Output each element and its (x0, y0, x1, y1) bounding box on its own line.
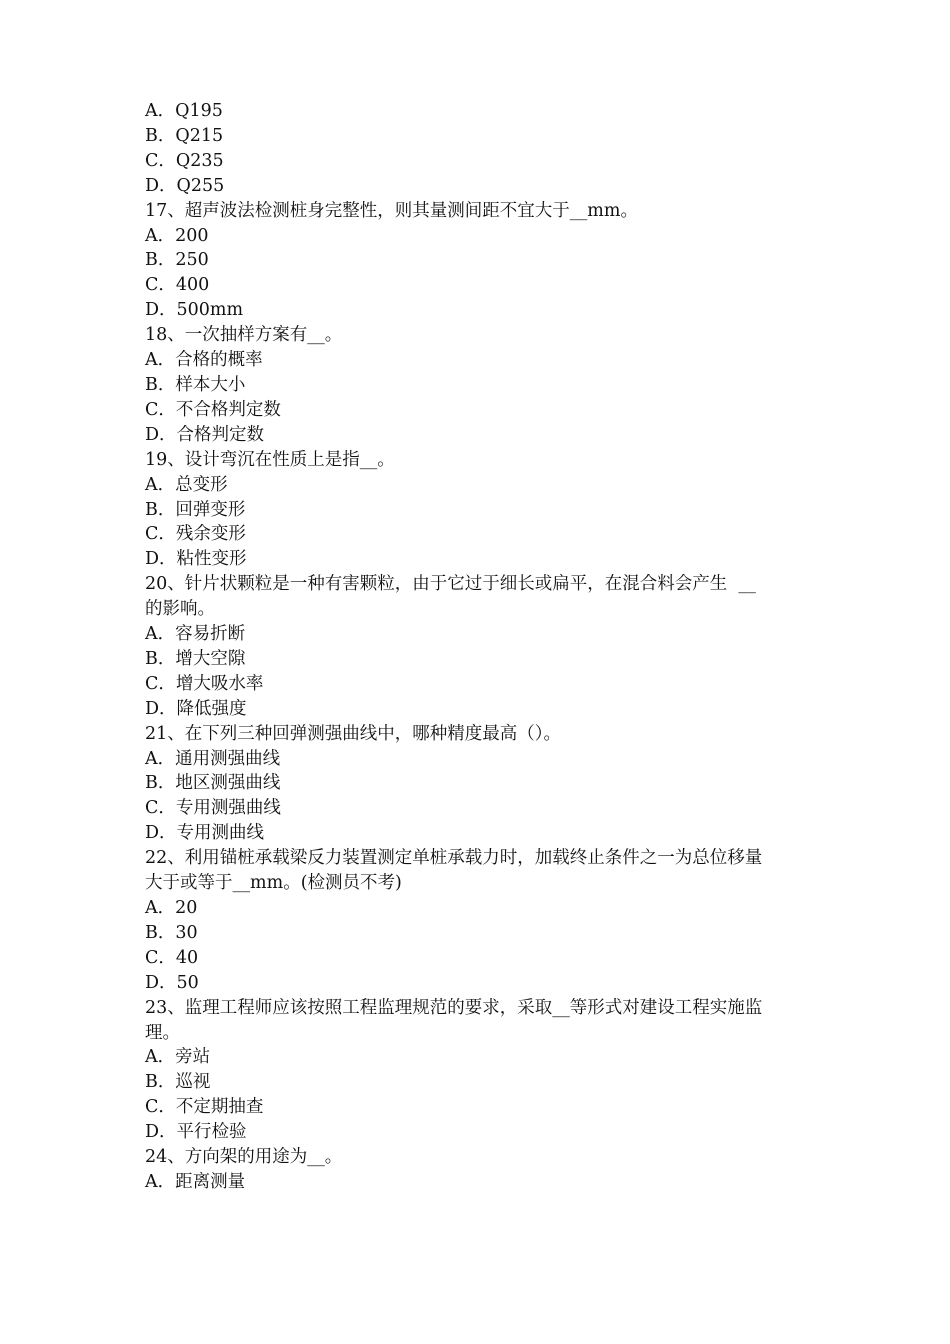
question-text-line: 18、一次抽样方案有__。 (145, 325, 343, 346)
answer-option-line: C．增大吸水率 (145, 673, 264, 694)
question-text-line: 22、利用锚桩承载梁反力装置测定单桩承载力时，加载终止条件之一为总位移量 (145, 848, 763, 869)
answer-option-line: C．40 (145, 947, 199, 968)
answer-option-line: D．平行检验 (145, 1122, 247, 1143)
answer-option-line: C．Q235 (145, 150, 224, 171)
answer-option-line: D．专用测曲线 (145, 823, 265, 844)
answer-option-line: C．残余变形 (145, 524, 246, 545)
answer-option-line: C．专用测强曲线 (145, 798, 281, 819)
answer-option-line: B．增大空隙 (145, 648, 246, 669)
answer-option-line: A．200 (145, 225, 209, 246)
question-text-line: 17、超声波法检测桩身完整性，则其量测间距不宜大于__mm。 (145, 200, 638, 221)
answer-option-line: B．Q215 (145, 125, 224, 146)
question-text-line: 19、设计弯沉在性质上是指__。 (145, 449, 395, 470)
answer-option-line: B．样本大小 (145, 374, 246, 395)
answer-option-line: A．通用测强曲线 (145, 748, 281, 769)
answer-option-line: A．旁站 (145, 1047, 211, 1068)
question-text-line: 20、针片状颗粒是一种有害颗粒，由于它过于细长或扁平，在混合料会产生 __ (145, 574, 756, 595)
answer-option-line: B．250 (145, 250, 209, 271)
question-text-line: 23、监理工程师应该按照工程监理规范的要求，采取__等形式对建设工程实施监 (145, 997, 763, 1018)
answer-option-line: B．回弹变形 (145, 499, 246, 520)
answer-option-line: C．400 (145, 275, 210, 296)
question-text-line: 24、方向架的用途为__。 (145, 1147, 343, 1168)
answer-option-line: B．30 (145, 922, 198, 943)
answer-option-line: A．距离测量 (145, 1171, 246, 1192)
answer-option-line: D．降低强度 (145, 698, 247, 719)
answer-option-line: A．容易折断 (145, 624, 246, 645)
question-text-line: 理。 (145, 1022, 180, 1043)
question-text-line: 21、在下列三种回弹测强曲线中，哪种精度最高（）。 (145, 723, 562, 744)
answer-option-line: D．粘性变形 (145, 549, 247, 570)
answer-option-line: D．50 (145, 972, 199, 993)
answer-option-line: A．总变形 (145, 474, 228, 495)
question-text-line: 的影响。 (145, 599, 215, 620)
answer-option-line: D．合格判定数 (145, 424, 265, 445)
document-body (145, 99, 810, 1195)
answer-option-line: B．地区测强曲线 (145, 773, 281, 794)
answer-option-line: A．合格的概率 (145, 350, 263, 371)
answer-option-line: C．不定期抽查 (145, 1097, 264, 1118)
answer-option-line: D．500mm (145, 300, 244, 321)
answer-option-line: A．Q195 (145, 101, 223, 121)
answer-option-line: A．20 (145, 898, 198, 918)
question-text-line: 大于或等于__mm。(检测员不考) (145, 873, 402, 894)
answer-option-line: D．Q255 (145, 175, 225, 196)
answer-option-line: B．巡视 (145, 1072, 211, 1093)
answer-option-line: C．不合格判定数 (145, 399, 281, 420)
